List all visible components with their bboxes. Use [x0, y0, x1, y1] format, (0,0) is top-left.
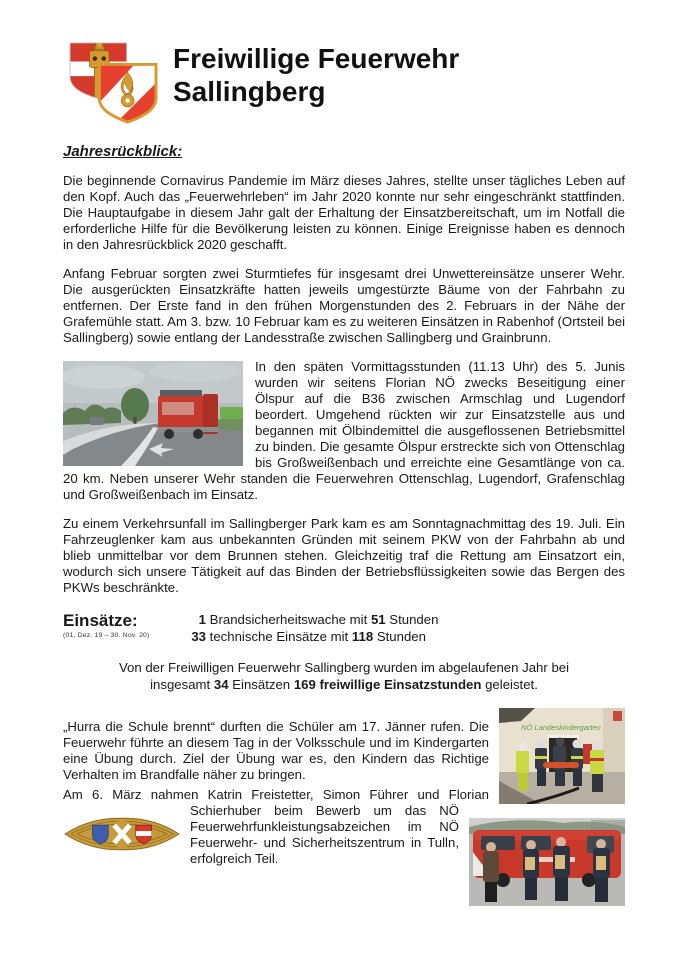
stat-count: 1	[198, 612, 206, 627]
stat-unit: Stunden	[389, 612, 439, 627]
deployments-heading: Einsätze:	[63, 611, 138, 630]
document-content	[63, 40, 625, 906]
bottom-section	[63, 706, 625, 906]
summary-line2-mid: Einsätzen	[232, 676, 291, 692]
paragraph-accident: Zu einem Verkehrsunfall im Sallingberger Park kam es am Sonntagnachmittag des 19. Juli. Ein Fahrzeuglenker kam aus unbekannten Gründen mit seinem PKW von der Fahrbahn ab und blieb unmittelbar vor dem Brunnen stehen. Gleichzeitig traf die Rettung am Einsatzort ein, wodurch sich unsere Tätigkeit auf das Binden der Betriebsflüssigkeiten sowie das Bergen des PKWs beschränkte.	[63, 516, 625, 595]
radio-competition-photo	[469, 818, 625, 906]
oil-spill-fire-truck-photo	[63, 361, 243, 466]
stat-label: technische Einsätze mit	[209, 628, 349, 644]
kindergarten-exercise-photo	[499, 708, 625, 804]
stat-hours: 118	[351, 628, 374, 644]
fire-brigade-crest	[63, 40, 163, 125]
section-heading: Jahresrückblick:	[63, 143, 183, 160]
stat-row-technical	[190, 629, 625, 646]
paragraph-oilspill-block	[63, 359, 625, 503]
deployments-rows	[190, 612, 625, 645]
radio-badge-icon	[63, 813, 181, 855]
summary-hours-bold: 169 freiwillige Einsatzstunden	[293, 676, 482, 692]
stat-label: Brandsicherheitswache mit	[209, 612, 368, 627]
paragraph-oilspill: In den späten Vormittagsstunden (11.13 Uhr) des 5. Junis wurden wir seitens Florian NÖ zwecks Beseitigung einer Ölspur auf die B36 zwischen Armschlag und Lugendorf beordert. Umgehend rückten wir zur Einsatzstelle aus und begannen mit Ölbindemittel die ausgeflossenen Betriebsmittel zu binden. Die gesamte Ölspur erstreckte sich von Ottenschlag bis Großweißenbach und erreichte eine Gesamtlänge von ca. 20 km. Neben unserer Wehr standen die Feuerwehren Ottenschlag, Lugendorf, Grafenschlag und Großweißenbach im Einsatz.	[63, 359, 625, 502]
page-title	[173, 42, 459, 108]
paragraph-school: „Hurra die Schule brennt“ durften die Schüler am 17. Jänner rufen. Die Feuerwehr führte an diesem Tag in der Volksschule und im Kindergarten eine Übung durch. Ziel der Übung war es, den Kindern das Richtige Verhalten im Brandfalle näher zu bringen.	[63, 719, 489, 783]
crest-icon	[63, 40, 163, 125]
summary-line2-pre: insgesamt	[150, 676, 211, 692]
paragraph-radio-badge: Am 6. März nahmen Katrin Freistetter, Simon Führer und Florian Schierhuber beim Bewerb um das NÖ Feuerwehrfunkleistungsabzeichen im NÖ Feuerwehr- und Sicherheitszentrum in Tulln, erfolgreich Teil.	[63, 787, 489, 867]
van-photo-illustration	[469, 818, 625, 906]
radio-badge-image	[63, 813, 181, 855]
stat-row-fire-watch	[190, 612, 625, 629]
paragraph-pandemic: Die beginnende Cornavirus Pandemie im März dieses Jahres, stellte unser tägliches Leben auf den Kopf. Auch das „Feuerwehrleben“ im Jahr 2020 konnte nur sehr eingeschränkt stattfinden. Die Hauptaufgabe in diesem Jahr galt der Erhaltung der Einsatzbereitschaft, um im Notfall die erforderliche Hilfe für die Bevölkerung leisten zu können. Einige Ereignisse haben es dennoch in den Jahresrückblick 2020 geschafft.	[63, 173, 625, 252]
document-header	[63, 40, 625, 125]
deployments-stats-block	[63, 612, 625, 645]
page-title-line2: Sallingberg	[173, 76, 326, 107]
summary-count: 34	[213, 676, 229, 692]
page-title-line1: Freiwillige Feuerwehr	[173, 43, 460, 74]
stat-hours: 51	[370, 612, 386, 627]
stat-count: 33	[191, 628, 206, 644]
stretcher	[543, 762, 579, 768]
stat-unit: Stunden	[376, 628, 426, 644]
deployments-date-range: (01. Dez. 19 – 30. Nov. 20)	[63, 632, 150, 639]
kindergarten-sign-text: NÖ Landeskindergarten	[521, 723, 601, 733]
deployments-label-column	[63, 612, 190, 645]
summary-line1: Von der Freiwilligen Feuerwehr Sallingberg wurden im abgelaufenen Jahr bei	[118, 660, 570, 675]
blue-shield	[93, 825, 109, 844]
paragraph-storms: Anfang Februar sorgten zwei Sturmtiefes für insgesamt drei Unwettereinsätze unserer Wehr. Die ausgerückten Einsatzkräfte hatten jeweils umgestürzte Bäume von der Fahrbahn zu entfernen. Der Erste fand in den frühen Morgenstunden des 2. Februars in der Nähe der Grafemühle statt. Am 3. bzw. 10 Februar kam es zu weiteren Einsätzen in Rabenhof (Ortsteil bei Sallingberg) sowie entlang der Landesstraße zwischen Sallingberg und Grainbrunn.	[63, 266, 625, 345]
summary-line2-post: geleistet.	[485, 676, 538, 692]
fire-truck-photo-illustration	[63, 361, 243, 466]
deployments-summary	[63, 660, 625, 693]
kindergarten-photo-illustration	[499, 708, 625, 804]
